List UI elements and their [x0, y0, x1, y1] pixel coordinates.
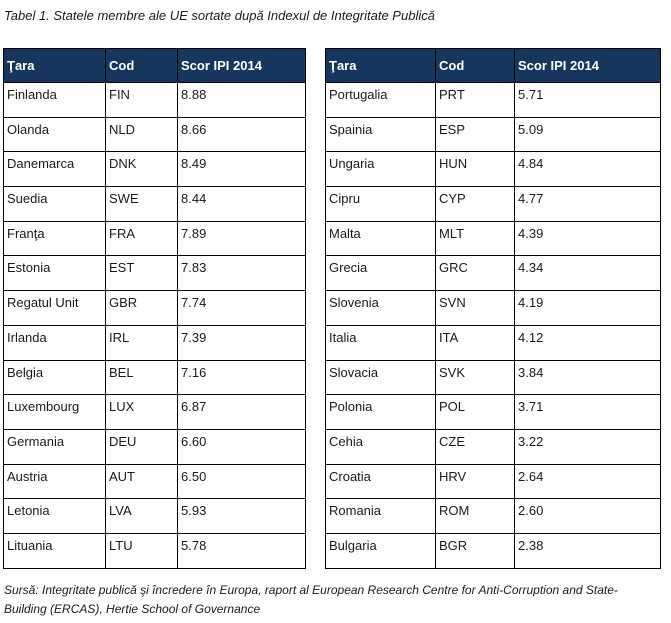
- country-cell: Romania: [326, 499, 436, 534]
- table-row: [326, 117, 661, 152]
- score-cell: 8.66: [178, 117, 306, 152]
- country-cell: Belgia: [4, 360, 106, 395]
- code-cell: LUX: [106, 395, 178, 430]
- score-cell: 3.84: [515, 360, 661, 395]
- score-cell: 4.77: [515, 187, 661, 222]
- ipi-table-right: [325, 48, 661, 569]
- country-cell: Lituania: [4, 533, 106, 568]
- country-cell: Portugalia: [326, 83, 436, 118]
- code-cell: GBR: [106, 291, 178, 326]
- score-cell: 4.12: [515, 325, 661, 360]
- table-row: [4, 256, 306, 291]
- code-cell: HUN: [436, 152, 515, 187]
- country-cell: Letonia: [4, 499, 106, 534]
- code-cell: SVN: [436, 291, 515, 326]
- score-cell: 7.16: [178, 360, 306, 395]
- table-row: [326, 256, 661, 291]
- country-cell: Irlanda: [4, 325, 106, 360]
- table-row: [4, 499, 306, 534]
- ipi-table-left: [3, 48, 306, 569]
- table-row: [4, 117, 306, 152]
- table-row: [326, 360, 661, 395]
- code-cell: LVA: [106, 499, 178, 534]
- score-cell: 7.83: [178, 256, 306, 291]
- column-header-country: Ţara: [326, 49, 436, 83]
- code-cell: HRV: [436, 464, 515, 499]
- country-cell: Danemarca: [4, 152, 106, 187]
- score-cell: 6.60: [178, 429, 306, 464]
- table-row: [326, 464, 661, 499]
- country-cell: Cipru: [326, 187, 436, 222]
- column-header-score: Scor IPI 2014: [515, 49, 661, 83]
- score-cell: 5.09: [515, 117, 661, 152]
- country-cell: Franţa: [4, 221, 106, 256]
- code-cell: LTU: [106, 533, 178, 568]
- country-cell: Grecia: [326, 256, 436, 291]
- code-cell: ESP: [436, 117, 515, 152]
- ipi-table-right-body: [326, 83, 661, 569]
- country-cell: Regatul Unit: [4, 291, 106, 326]
- table-header-row: [4, 49, 306, 83]
- code-cell: MLT: [436, 221, 515, 256]
- table-row: [326, 325, 661, 360]
- code-cell: GRC: [436, 256, 515, 291]
- code-cell: ROM: [436, 499, 515, 534]
- country-cell: Austria: [4, 464, 106, 499]
- table-row: [4, 464, 306, 499]
- code-cell: BEL: [106, 360, 178, 395]
- score-cell: 4.34: [515, 256, 661, 291]
- code-cell: FIN: [106, 83, 178, 118]
- code-cell: SVK: [436, 360, 515, 395]
- country-cell: Bulgaria: [326, 533, 436, 568]
- country-cell: Slovenia: [326, 291, 436, 326]
- table-caption: Tabel 1. Statele membre ale UE sortate după Indexul de Integritate Publică: [4, 8, 435, 23]
- country-cell: Spainia: [326, 117, 436, 152]
- score-cell: 5.78: [178, 533, 306, 568]
- score-cell: 2.38: [515, 533, 661, 568]
- country-cell: Luxembourg: [4, 395, 106, 430]
- score-cell: 8.49: [178, 152, 306, 187]
- country-cell: Croatia: [326, 464, 436, 499]
- country-cell: Slovacia: [326, 360, 436, 395]
- score-cell: 5.71: [515, 83, 661, 118]
- code-cell: NLD: [106, 117, 178, 152]
- table-row: [4, 429, 306, 464]
- code-cell: CZE: [436, 429, 515, 464]
- code-cell: AUT: [106, 464, 178, 499]
- column-header-country: Ţara: [4, 49, 106, 83]
- ipi-table-left-body: [4, 83, 306, 569]
- score-cell: 3.22: [515, 429, 661, 464]
- code-cell: CYP: [436, 187, 515, 222]
- country-cell: Germania: [4, 429, 106, 464]
- source-note: Sursă: Integritate publică şi încredere în Europa, raport al European Research Centre for Anti-Corruption and State-Building (ERCAS), Hertie School of Governance: [4, 583, 618, 616]
- score-cell: 8.44: [178, 187, 306, 222]
- country-cell: Olanda: [4, 117, 106, 152]
- country-cell: Finlanda: [4, 83, 106, 118]
- code-cell: ITA: [436, 325, 515, 360]
- country-cell: Suedia: [4, 187, 106, 222]
- score-cell: 2.64: [515, 464, 661, 499]
- table-row: [326, 83, 661, 118]
- score-cell: 7.89: [178, 221, 306, 256]
- table-row: [326, 152, 661, 187]
- country-cell: Malta: [326, 221, 436, 256]
- code-cell: PRT: [436, 83, 515, 118]
- code-cell: IRL: [106, 325, 178, 360]
- table-row: [326, 187, 661, 222]
- table-row: [4, 325, 306, 360]
- column-header-score: Scor IPI 2014: [178, 49, 306, 83]
- score-cell: 4.19: [515, 291, 661, 326]
- score-cell: 8.88: [178, 83, 306, 118]
- table-row: [4, 291, 306, 326]
- table-row: [4, 83, 306, 118]
- code-cell: POL: [436, 395, 515, 430]
- table-row: [326, 533, 661, 568]
- table-row: [326, 395, 661, 430]
- column-header-code: Cod: [436, 49, 515, 83]
- score-cell: 2.60: [515, 499, 661, 534]
- code-cell: BGR: [436, 533, 515, 568]
- score-cell: 4.84: [515, 152, 661, 187]
- code-cell: SWE: [106, 187, 178, 222]
- score-cell: 5.93: [178, 499, 306, 534]
- table-header-row: [326, 49, 661, 83]
- score-cell: 6.87: [178, 395, 306, 430]
- table-row: [4, 360, 306, 395]
- score-cell: 3.71: [515, 395, 661, 430]
- score-cell: 6.50: [178, 464, 306, 499]
- score-cell: 7.74: [178, 291, 306, 326]
- code-cell: DNK: [106, 152, 178, 187]
- score-cell: 7.39: [178, 325, 306, 360]
- code-cell: EST: [106, 256, 178, 291]
- code-cell: DEU: [106, 429, 178, 464]
- table-row: [326, 221, 661, 256]
- table-row: [4, 221, 306, 256]
- table-row: [4, 533, 306, 568]
- country-cell: Estonia: [4, 256, 106, 291]
- code-cell: FRA: [106, 221, 178, 256]
- country-cell: Polonia: [326, 395, 436, 430]
- table-row: [4, 395, 306, 430]
- country-cell: Ungaria: [326, 152, 436, 187]
- country-cell: Italia: [326, 325, 436, 360]
- table-row: [4, 152, 306, 187]
- table-row: [4, 187, 306, 222]
- country-cell: Cehia: [326, 429, 436, 464]
- table-row: [326, 499, 661, 534]
- table-row: [326, 429, 661, 464]
- score-cell: 4.39: [515, 221, 661, 256]
- column-header-code: Cod: [106, 49, 178, 83]
- table-row: [326, 291, 661, 326]
